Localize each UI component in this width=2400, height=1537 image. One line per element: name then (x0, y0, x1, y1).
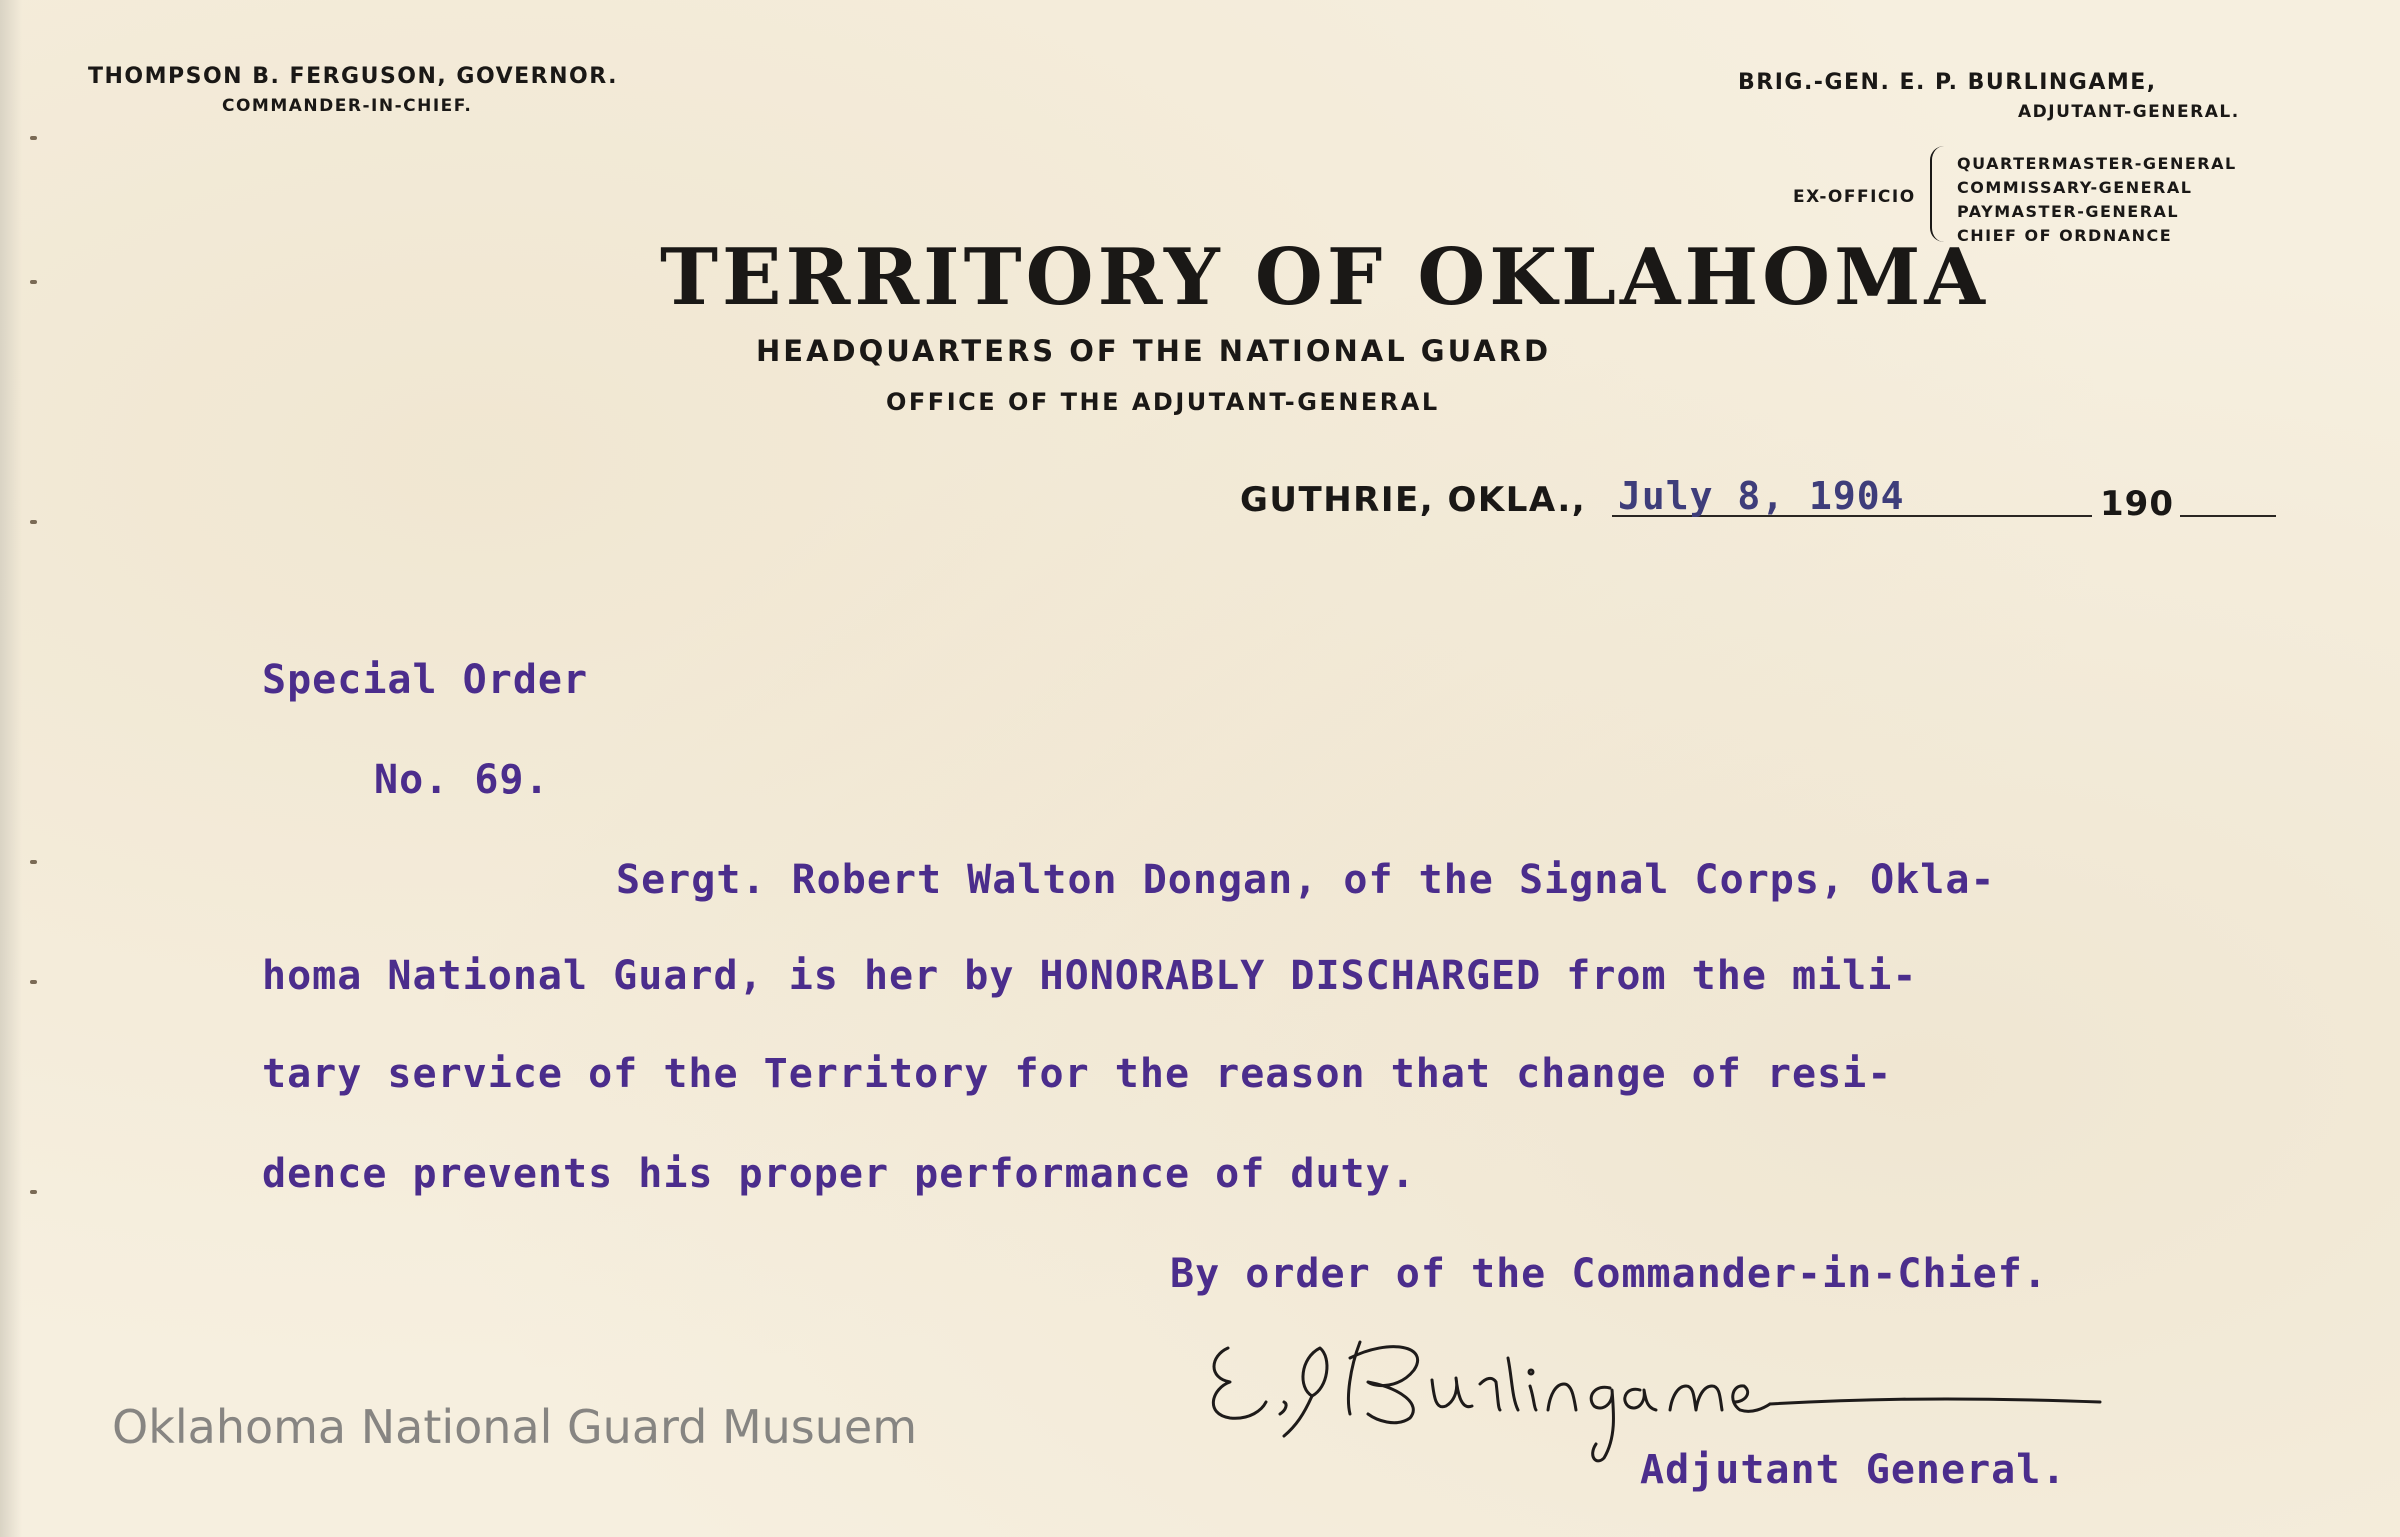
order-number: No. 69. (374, 757, 550, 803)
ex-officio-office-item: QUARTERMASTER-GENERAL (1957, 154, 2237, 173)
governor-name: THOMPSON B. FERGUSON, GOVERNOR. (88, 64, 618, 89)
letterhead-main-title: TERRITORY OF OKLAHOMA (660, 232, 1989, 323)
letterhead-place: GUTHRIE, OKLA., (1240, 480, 1587, 520)
letterhead-office-title: OFFICE OF THE ADJUTANT-GENERAL (886, 388, 1440, 416)
signature-title: Adjutant General. (1640, 1447, 2067, 1493)
governor-title: COMMANDER-IN-CHIEF. (222, 96, 473, 116)
binding-hole-mark (30, 520, 37, 524)
ex-officio-label: EX-OFFICIO (1793, 187, 1916, 207)
binding-hole-mark (30, 136, 37, 140)
ex-officio-office-item: CHIEF OF ORDNANCE (1957, 226, 2173, 245)
ex-officio-brace (1930, 146, 1946, 242)
adjutant-general-title: ADJUTANT-GENERAL. (2018, 102, 2240, 122)
watermark-text: Oklahoma National Guard Musuem (112, 1400, 918, 1454)
ex-officio-offices-list (1957, 152, 2237, 248)
handwritten-signature (1200, 1318, 2140, 1468)
body-text-line: tary service of the Territory for the reason that change of resi- (262, 1051, 1893, 1097)
year-underline (2180, 515, 2276, 517)
printed-year-prefix: 190 (2100, 484, 2174, 524)
body-text-line: homa National Guard, is her by HONORABLY DISCHARGED from the mili- (262, 953, 1918, 999)
letter-date: July 8, 1904 (1618, 474, 1905, 518)
binding-hole-mark (30, 1190, 37, 1194)
letterhead-subtitle: HEADQUARTERS OF THE NATIONAL GUARD (756, 334, 1552, 368)
order-label: Special Order (262, 657, 589, 703)
body-text-line: dence prevents his proper performance of duty. (262, 1151, 1416, 1197)
binding-hole-mark (30, 280, 37, 284)
by-order-line: By order of the Commander-in-Chief. (1170, 1251, 2048, 1297)
body-text-line: Sergt. Robert Walton Dongan, of the Signal Corps, Okla- (616, 857, 1996, 903)
ex-officio-office-item: COMMISSARY-GENERAL (1957, 178, 2193, 197)
adjutant-general-name: BRIG.-GEN. E. P. BURLINGAME, (1738, 70, 2157, 95)
binding-hole-mark (30, 860, 37, 864)
binding-hole-mark (30, 980, 37, 984)
paper-left-edge (0, 0, 22, 1537)
ex-officio-office-item: PAYMASTER-GENERAL (1957, 202, 2180, 221)
